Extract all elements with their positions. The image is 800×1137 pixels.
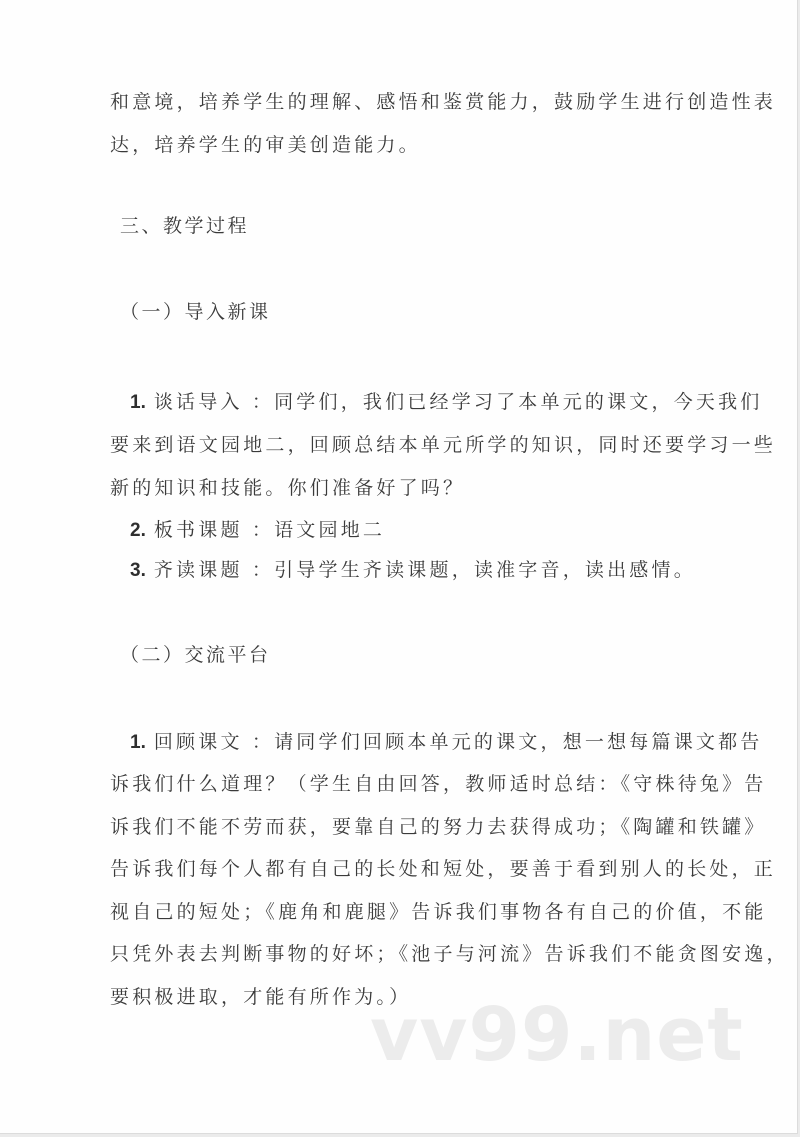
subsection-1-title: （一）导入新课 bbox=[120, 301, 271, 323]
watermark: vv99.net bbox=[370, 992, 744, 1078]
sub2-item-1-line-6: 只凭外表去判断事物的好坏；《池子与河流》告诉我们不能贪图安逸， bbox=[110, 943, 789, 965]
sub2-item-1-line-3: 诉我们不能不劳而获，要靠自己的努力去获得成功；《陶罐和铁罐》 bbox=[110, 816, 767, 838]
item-text: 齐读课题 ：引导学生齐读课题，读准字音，读出感情。 bbox=[153, 559, 696, 581]
item-number: 1. bbox=[130, 732, 146, 753]
item-number: 3. bbox=[130, 560, 146, 581]
sub2-item-1-line-1 bbox=[130, 730, 763, 755]
sub2-item-1-line-2: 诉我们什么道理？（学生自由回答，教师适时总结：《守株待兔》告 bbox=[110, 773, 767, 795]
intro-line-1: 和意境，培养学生的理解、感悟和鉴赏能力，鼓励学生进行创造性表 bbox=[110, 91, 777, 113]
sub1-item-3 bbox=[130, 558, 696, 583]
sub1-item-1-line-2: 要来到语文园地二，回顾总结本单元所学的知识，同时还要学习一些 bbox=[110, 434, 777, 456]
intro-line-2: 达，培养学生的审美创造能力。 bbox=[110, 134, 421, 156]
sub2-item-1-line-4: 告诉我们每个人都有自己的长处和短处，要善于看到别人的长处，正 bbox=[110, 858, 777, 880]
item-text: 板书课题 ：语文园地二 bbox=[153, 519, 386, 541]
sub2-item-1-line-5: 视自己的短处；《鹿角和鹿腿》告诉我们事物各有自己的价值，不能 bbox=[110, 901, 767, 923]
item-number: 2. bbox=[130, 520, 146, 541]
section-title: 三、教学过程 bbox=[120, 215, 250, 237]
item-text: 回顾课文 ：请同学们回顾本单元的课文，想一想每篇课文都告 bbox=[153, 731, 763, 753]
subsection-2-title: （二）交流平台 bbox=[120, 644, 271, 666]
item-number: 1. bbox=[130, 392, 146, 413]
sub2-item-1-line-7: 要积极进取，才能有所作为。） bbox=[110, 986, 412, 1008]
item-text: 谈话导入 ：同学们，我们已经学习了本单元的课文，今天我们 bbox=[153, 391, 763, 413]
sub1-item-2 bbox=[130, 518, 385, 543]
sub1-item-1-line-1 bbox=[130, 390, 763, 415]
sub1-item-1-line-3: 新的知识和技能。你们准备好了吗？ bbox=[110, 477, 466, 499]
